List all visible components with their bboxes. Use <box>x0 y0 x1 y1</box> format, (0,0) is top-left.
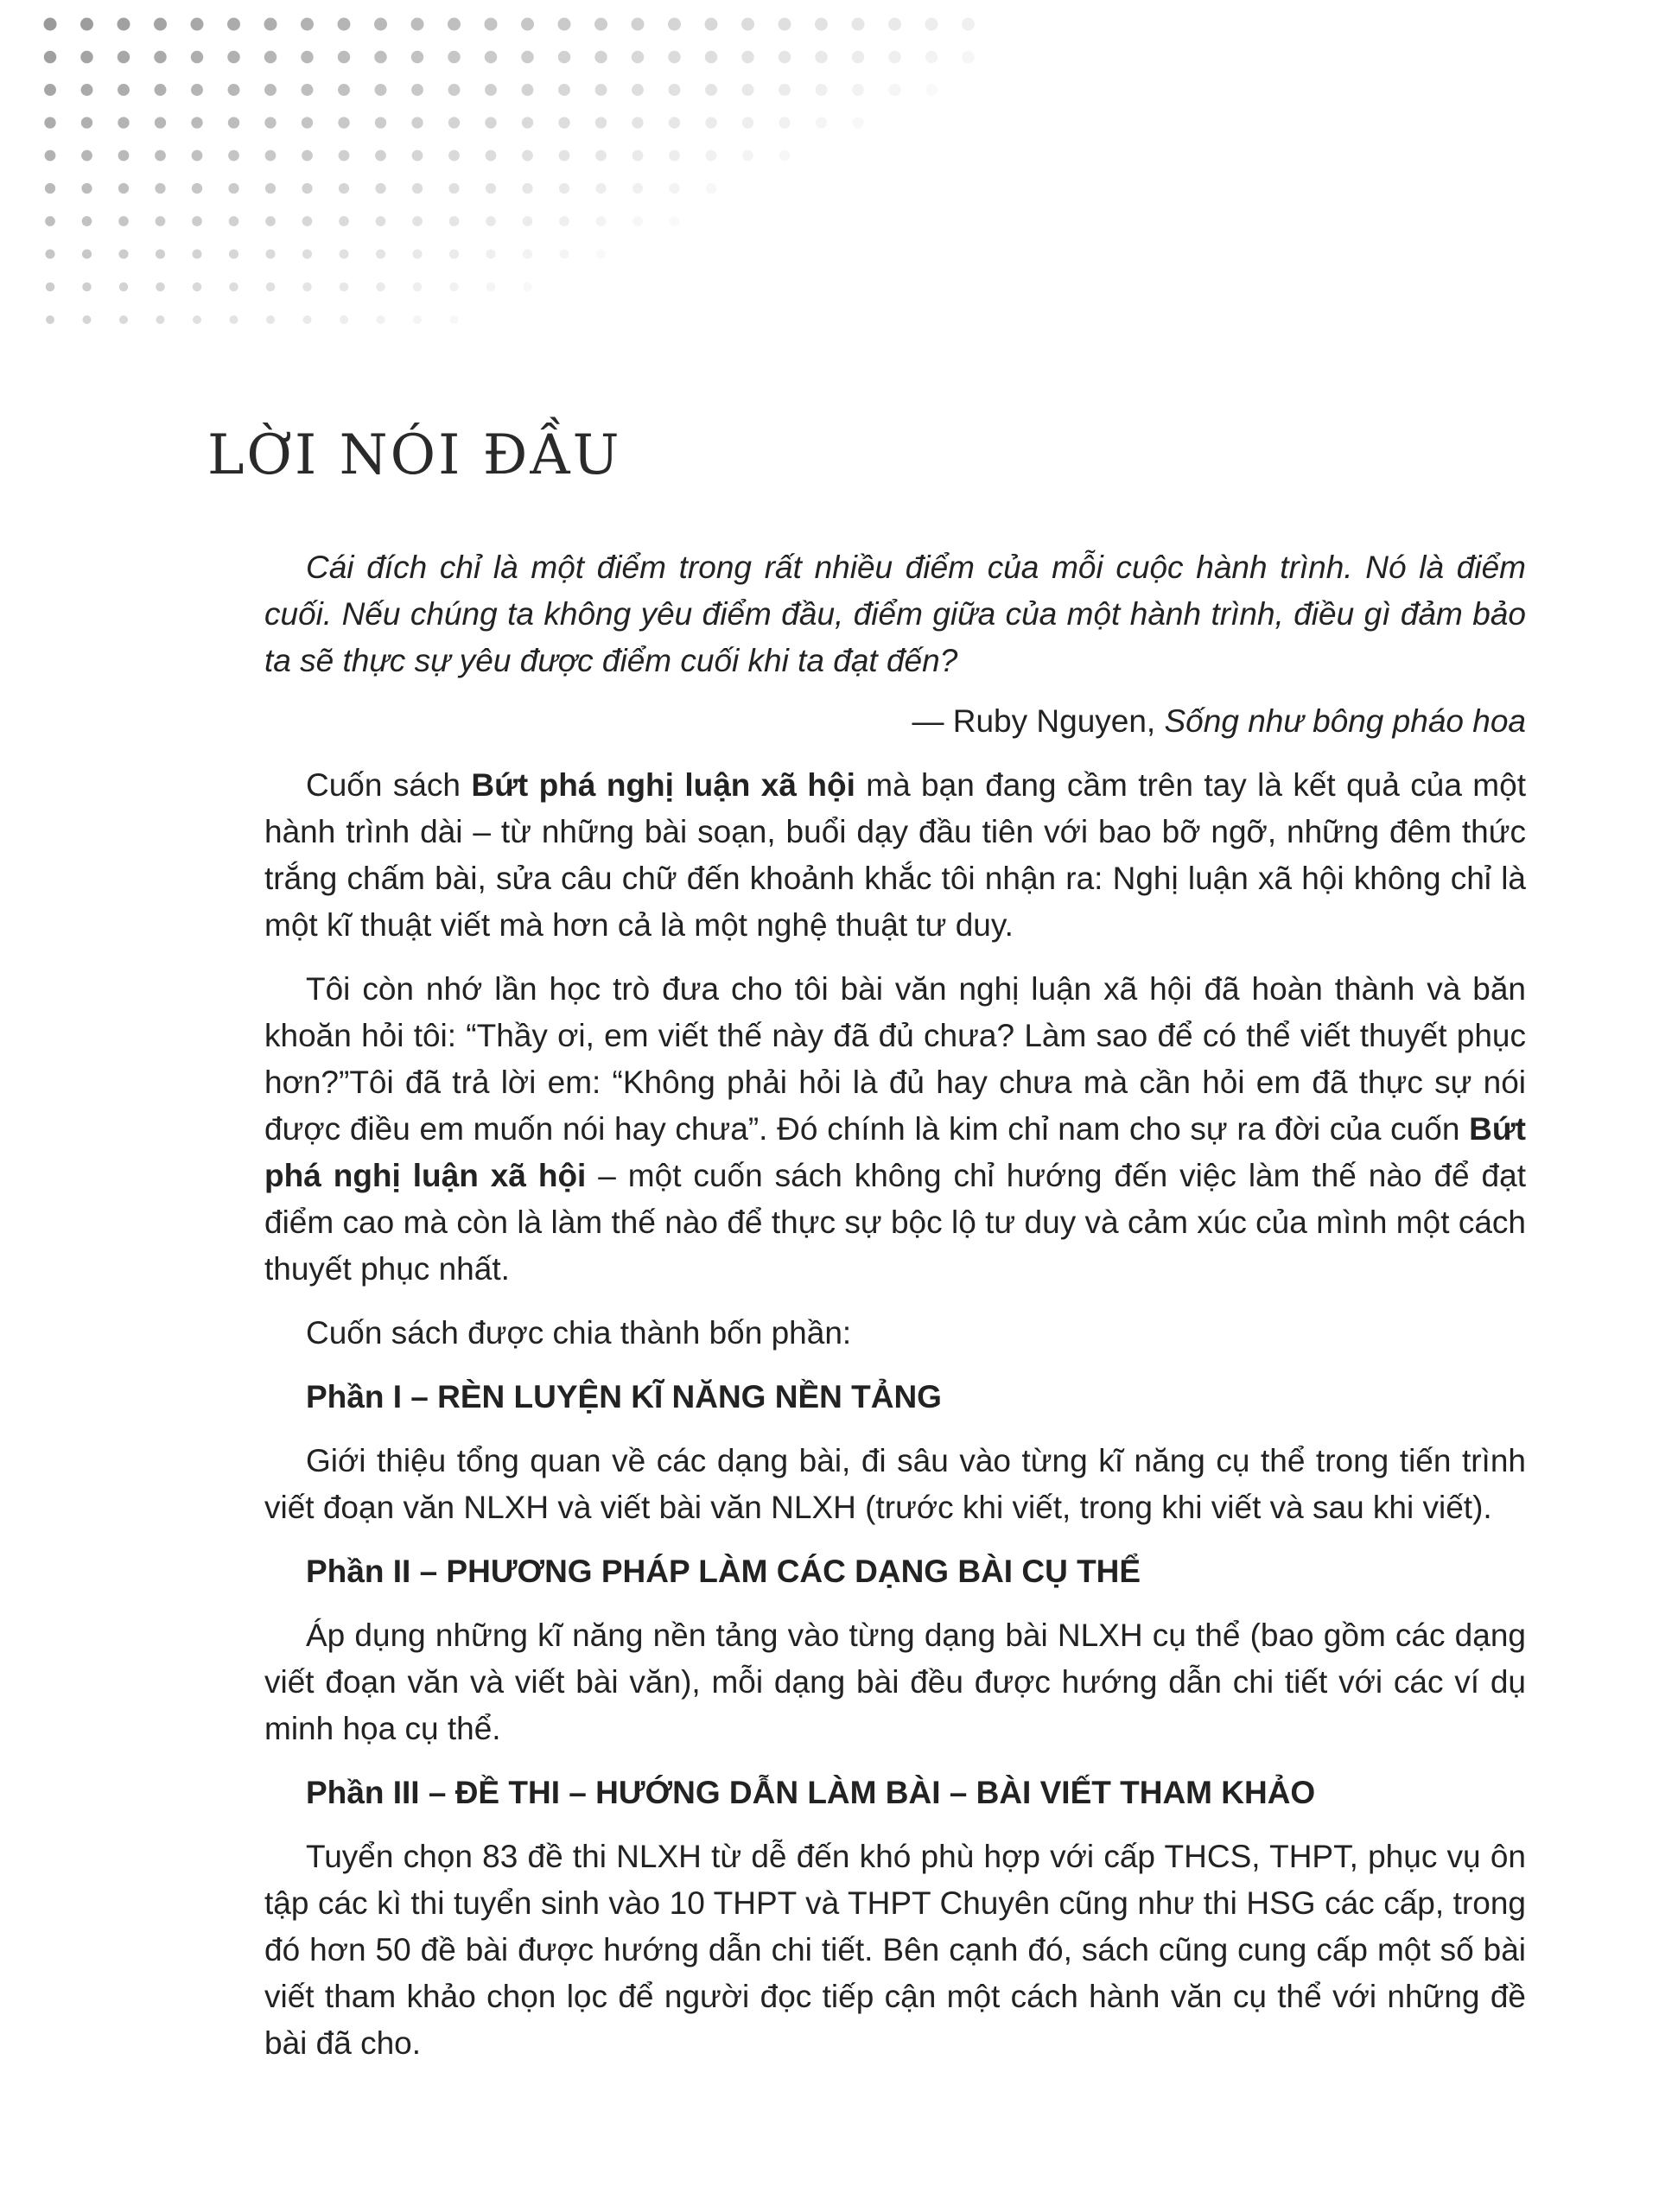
pattern-dot <box>448 117 460 128</box>
pattern-dot <box>888 18 901 31</box>
pattern-dot <box>375 84 387 96</box>
pattern-dot <box>301 51 313 63</box>
pattern-dot <box>227 51 239 63</box>
pattern-dot <box>779 150 791 162</box>
pattern-dot <box>45 183 55 194</box>
pattern-dot <box>411 117 423 128</box>
pattern-dot <box>303 315 312 324</box>
pattern-dot <box>265 216 276 226</box>
pattern-dot <box>44 117 55 128</box>
pattern-dot <box>193 315 201 324</box>
pattern-dot <box>486 216 496 226</box>
pattern-dot <box>339 249 348 258</box>
pattern-dot <box>156 216 166 226</box>
pattern-dot <box>523 283 532 292</box>
pattern-dot <box>44 51 56 63</box>
pattern-dot <box>156 283 165 292</box>
pattern-dot <box>302 249 312 258</box>
pattern-dot <box>706 183 716 194</box>
pattern-dot <box>338 84 350 96</box>
pattern-dot <box>192 216 202 226</box>
pattern-dot <box>376 249 385 258</box>
pattern-dot <box>191 117 202 128</box>
pattern-dot <box>118 84 130 96</box>
pattern-dot <box>265 183 276 194</box>
page-title: LỜI NÓI ĐẦU <box>207 423 622 487</box>
pattern-dot <box>229 283 238 292</box>
pattern-dot <box>80 51 92 63</box>
pattern-dot <box>81 183 92 194</box>
pattern-dot <box>448 84 461 96</box>
pattern-dot <box>669 150 680 162</box>
pattern-dot <box>80 18 93 31</box>
pattern-dot <box>412 216 423 226</box>
pattern-dot <box>594 18 607 31</box>
pattern-dot <box>376 283 385 292</box>
pattern-dot <box>338 18 351 31</box>
pattern-dot <box>449 216 460 226</box>
text-run: mà bạn đang cầm trên tay là kết quả của một hành trình dài – từ những bài soạn, buổi dạy đầu tiên với bao bỡ ngỡ, những đêm thức trắng chấm bài, sửa câu chữ đến khoảnh khắc tôi nhận ra: Nghị luận xã hội không chỉ là một kĩ thuật viết mà hơn cả là một nghệ thuật tư duy. <box>264 767 1526 943</box>
pattern-dot <box>669 117 680 128</box>
pattern-dot <box>192 249 201 258</box>
pattern-dot <box>118 18 130 31</box>
pattern-dot <box>81 150 92 162</box>
pattern-dot <box>375 117 386 128</box>
pattern-dot <box>632 18 645 31</box>
pattern-dot <box>485 117 496 128</box>
pattern-dot <box>852 51 864 63</box>
epigraph-attribution <box>264 698 1526 745</box>
pattern-dot <box>81 117 92 128</box>
pattern-dot <box>119 283 129 292</box>
attribution-book-title: Sống như bông pháo hoa <box>1164 703 1526 739</box>
pattern-dot <box>192 183 202 194</box>
pattern-dot <box>118 183 129 194</box>
pattern-dot <box>155 117 166 128</box>
book-title-bold: Bứt phá nghị luận xã hội <box>264 1111 1526 1193</box>
pattern-dot <box>302 283 312 292</box>
pattern-dot <box>302 183 312 194</box>
pattern-dot <box>523 249 532 258</box>
pattern-dot <box>669 84 681 96</box>
pattern-dot <box>559 249 569 258</box>
pattern-dot <box>339 150 350 162</box>
pattern-dot <box>559 183 569 194</box>
pattern-dot <box>81 84 93 96</box>
pattern-dot <box>705 84 717 96</box>
pattern-dot <box>595 150 607 162</box>
pattern-dot <box>340 315 348 324</box>
pattern-dot <box>741 18 754 31</box>
pattern-dot <box>670 216 680 226</box>
pattern-dot <box>154 18 167 31</box>
pattern-dot <box>486 283 496 292</box>
pattern-dot <box>375 150 386 162</box>
epigraph-quote: Cái đích chỉ là một điểm trong rất nhiều điểm của mỗi cuộc hành trình. Nó là điểm cuối. Nếu chúng ta không yêu điểm đầu, điểm giữa của một hành trình, điều gì đảm bảo ta sẽ thực sự yêu được điểm cuối khi ta đạt đến? <box>264 550 1526 678</box>
pattern-dot <box>45 249 54 258</box>
pattern-dot <box>376 216 386 226</box>
pattern-dot <box>230 315 238 324</box>
pattern-dot <box>962 51 974 63</box>
pattern-dot <box>82 283 92 292</box>
pattern-dot <box>632 117 643 128</box>
pattern-dot <box>925 18 938 31</box>
pattern-dot <box>595 117 607 128</box>
pattern-dot <box>706 150 717 162</box>
pattern-dot <box>339 216 349 226</box>
pattern-dot <box>486 249 495 258</box>
pattern-dot <box>228 84 240 96</box>
pattern-dot <box>264 117 276 128</box>
pattern-dot <box>156 315 165 324</box>
pattern-dot <box>889 84 901 96</box>
pattern-dot <box>340 283 349 292</box>
pattern-dot <box>742 117 753 128</box>
pattern-dot <box>779 84 791 96</box>
pattern-dot <box>266 283 276 292</box>
paragraph-intro <box>264 762 1526 949</box>
pattern-dot <box>595 183 606 194</box>
pattern-dot <box>558 18 571 31</box>
pattern-dot <box>705 18 718 31</box>
pattern-dot <box>264 84 276 96</box>
pattern-dot <box>779 18 791 31</box>
pattern-dot <box>192 150 203 162</box>
pattern-dot <box>668 51 680 63</box>
pattern-dot <box>594 51 607 63</box>
pattern-dot <box>779 117 790 128</box>
pattern-dot <box>155 84 167 96</box>
pattern-dot <box>228 117 239 128</box>
pattern-dot <box>450 315 459 324</box>
pattern-dot <box>118 117 129 128</box>
pattern-dot <box>558 84 570 96</box>
pattern-dot <box>632 183 643 194</box>
pattern-dot <box>44 84 56 96</box>
pattern-dot <box>816 117 827 128</box>
pattern-dot <box>705 51 717 63</box>
pattern-dot <box>558 51 570 63</box>
pattern-dot <box>412 249 422 258</box>
section-heading-3: Phần III – ĐỀ THI – HƯỚNG DẪN LÀM BÀI – BÀI VIẾT THAM KHẢO <box>306 1775 1316 1810</box>
pattern-dot <box>118 51 130 63</box>
pattern-dot <box>962 18 975 31</box>
pattern-dot <box>44 18 57 31</box>
pattern-dot <box>374 51 386 63</box>
section-heading-2: Phần II – PHƯƠNG PHÁP LÀM CÁC DẠNG BÀI CỤ THỂ <box>306 1554 1141 1589</box>
pattern-dot <box>118 216 129 226</box>
paragraph-story <box>264 966 1526 1293</box>
pattern-dot <box>411 18 424 31</box>
pattern-dot <box>46 315 54 324</box>
pattern-dot <box>448 51 460 63</box>
pattern-dot <box>265 150 276 162</box>
pattern-dot <box>705 117 716 128</box>
pattern-dot <box>852 117 863 128</box>
pattern-dot <box>852 84 864 96</box>
pattern-dot <box>632 150 644 162</box>
pattern-dot <box>229 249 238 258</box>
pattern-dot <box>374 18 387 31</box>
pattern-dot <box>669 183 679 194</box>
section-body-3: Tuyển chọn 83 đề thi NLXH từ dễ đến khó phù hợp với cấp THCS, THPT, phục vụ ôn tập các kì thi tuyển sinh vào 10 THPT và THPT Chuyên cũng như thi HSG các cấp, trong đó hơn 50 đề bài được hướng dẫn chi tiết. Bên cạnh đó, sách cũng cung cấp một số bài viết tham khảo chọn lọc để người đọc tiếp cận một cách hành văn cụ thể với những đề bài đã cho. <box>264 1839 1526 2061</box>
text-run: Cuốn sách <box>306 767 472 803</box>
pattern-dot <box>118 150 130 162</box>
text-run: – một cuốn sách không chỉ hướng đến việc làm thế nào để đạt điểm cao mà còn là làm thế nào để thực sự bộc lộ tư duy và cảm xúc của mình một cách thuyết phục nhất. <box>264 1158 1526 1287</box>
pattern-dot <box>485 51 497 63</box>
attribution-author: — Ruby Nguyen, <box>912 703 1165 739</box>
pattern-dot <box>852 18 865 31</box>
pattern-dot <box>448 150 460 162</box>
pattern-dot <box>118 249 128 258</box>
pattern-dot <box>193 283 202 292</box>
pattern-dot <box>888 51 900 63</box>
pattern-dot <box>596 216 607 226</box>
pattern-dot <box>632 216 643 226</box>
pattern-dot <box>264 18 277 31</box>
pattern-dot <box>265 249 275 258</box>
pattern-dot <box>523 216 533 226</box>
pattern-dot <box>191 84 203 96</box>
paragraph-structure: Cuốn sách được chia thành bốn phần: <box>306 1315 852 1351</box>
pattern-dot <box>741 51 753 63</box>
pattern-dot <box>559 150 570 162</box>
pattern-dot <box>155 183 165 194</box>
pattern-dot <box>155 150 166 162</box>
pattern-dot <box>448 183 459 194</box>
pattern-dot <box>413 283 423 292</box>
pattern-dot <box>229 216 239 226</box>
pattern-dot <box>596 249 606 258</box>
pattern-dot <box>742 150 753 162</box>
pattern-dot <box>82 249 92 258</box>
pattern-dot <box>558 117 569 128</box>
pattern-dot <box>925 84 938 96</box>
pattern-dot <box>632 51 644 63</box>
pattern-dot <box>559 216 569 226</box>
section-body-2: Áp dụng những kĩ năng nền tảng vào từng dạng bài NLXH cụ thể (bao gồm các dạng viết đoạn văn và viết bài văn), mỗi dạng bài đều được hướng dẫn chi tiết với các ví dụ minh họa cụ thể. <box>264 1618 1526 1746</box>
pattern-dot <box>375 183 385 194</box>
pattern-dot <box>46 283 55 292</box>
pattern-dot <box>632 84 644 96</box>
pattern-dot <box>83 315 92 324</box>
pattern-dot <box>412 183 423 194</box>
pattern-dot <box>485 18 498 31</box>
pattern-dot <box>266 315 275 324</box>
pattern-dot <box>449 249 459 258</box>
pattern-dot <box>522 183 532 194</box>
pattern-dot <box>302 117 313 128</box>
pattern-dot <box>191 51 203 63</box>
pattern-dot <box>595 84 607 96</box>
section-heading-1: Phần I – RÈN LUYỆN KĨ NĂNG NỀN TẢNG <box>306 1379 942 1414</box>
pattern-dot <box>191 18 204 31</box>
text-run: Tôi còn nhớ lần học trò đưa cho tôi bài văn nghị luận xã hội đã hoàn thành và băn khoăn hỏi tôi: “Thầy ơi, em viết thế này đã đủ chưa? Làm sao để có thể viết thuyết phục hơn?”Tôi đã trả lời em: “Không phải hỏi là đủ hay chưa mà cần hỏi em đã thực sự nói được điều em muốn nói hay chưa”. Đó chính là kim chỉ nam cho sự ra đời của cuốn <box>264 971 1526 1147</box>
pattern-dot <box>45 216 55 226</box>
pattern-dot <box>742 84 754 96</box>
book-title-bold: Bứt phá nghị luận xã hội <box>471 767 855 803</box>
pattern-dot <box>338 117 349 128</box>
pattern-dot <box>411 51 423 63</box>
pattern-dot <box>486 183 496 194</box>
pattern-dot <box>338 51 350 63</box>
pattern-dot <box>815 18 828 31</box>
pattern-dot <box>228 150 239 162</box>
pattern-dot <box>82 216 92 226</box>
pattern-dot <box>448 18 461 31</box>
pattern-dot <box>522 84 534 96</box>
pattern-dot <box>449 283 459 292</box>
pattern-dot <box>411 84 423 96</box>
pattern-dot <box>522 117 533 128</box>
pattern-dot <box>668 18 681 31</box>
pattern-dot <box>227 18 240 31</box>
pattern-dot <box>154 51 166 63</box>
pattern-dot <box>301 18 314 31</box>
pattern-dot <box>486 150 497 162</box>
pattern-dot <box>521 18 534 31</box>
pattern-dot <box>485 84 497 96</box>
pattern-dot <box>815 51 827 63</box>
pattern-dot <box>339 183 349 194</box>
dot-pattern-decoration <box>0 0 1037 363</box>
pattern-dot <box>302 216 313 226</box>
pattern-dot <box>522 150 533 162</box>
pattern-dot <box>413 315 422 324</box>
pattern-dot <box>377 315 385 324</box>
preface-body <box>264 544 1526 2084</box>
pattern-dot <box>228 183 238 194</box>
pattern-dot <box>925 51 938 63</box>
pattern-dot <box>156 249 165 258</box>
pattern-dot <box>45 150 56 162</box>
pattern-dot <box>816 84 828 96</box>
pattern-dot <box>302 150 313 162</box>
pattern-dot <box>521 51 533 63</box>
pattern-dot <box>264 51 276 63</box>
pattern-dot <box>412 150 423 162</box>
section-body-1: Giới thiệu tổng quan về các dạng bài, đi sâu vào từng kĩ năng cụ thể trong tiến trình viết đoạn văn NLXH và viết bài văn NLXH (trước khi viết, trong khi viết và sau khi viết). <box>264 1443 1526 1525</box>
pattern-dot <box>119 315 128 324</box>
pattern-dot <box>302 84 314 96</box>
pattern-dot <box>779 51 791 63</box>
